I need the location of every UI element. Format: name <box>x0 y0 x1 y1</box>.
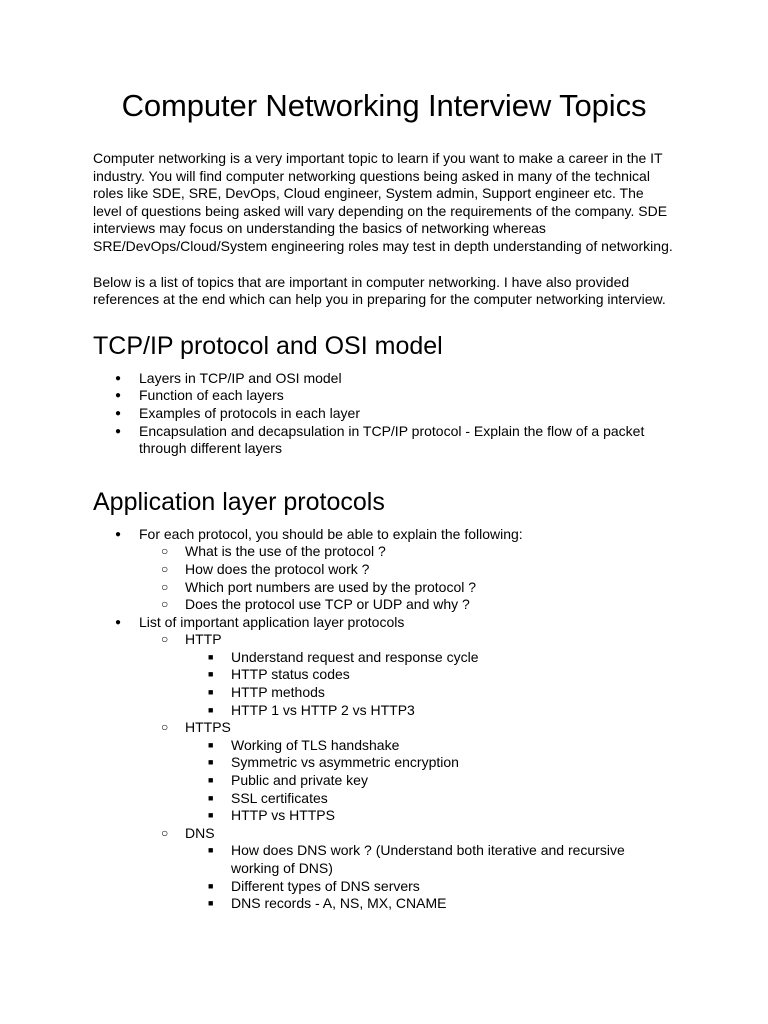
list-item: ■ Understand request and response cycle <box>185 649 675 667</box>
protocol-https <box>139 719 675 825</box>
protocols-label: List of important application layer protocols <box>139 613 405 630</box>
dns-topic-list <box>185 842 675 912</box>
list-item: ○ Does the protocol use TCP or UDP and why ? <box>139 596 675 614</box>
list-item: ■ How does DNS work ? (Understand both iterative and recursive working of DNS) <box>185 842 675 877</box>
list-item: ■ Symmetric vs asymmetric encryption <box>185 754 675 772</box>
list-item: ■ DNS records - A, NS, MX, CNAME <box>185 895 675 913</box>
protocol-dns <box>139 825 675 913</box>
list-item: ■ Working of TLS handshake <box>185 737 675 755</box>
list-item: ■ HTTP methods <box>185 684 675 702</box>
list-item: ○ Which port numbers are used by the protocol ? <box>139 579 675 597</box>
list-item-explain <box>93 526 675 614</box>
protocol-name: HTTPS <box>185 719 231 736</box>
tcpip-topic-list <box>93 370 675 458</box>
protocol-name: HTTP <box>185 631 222 648</box>
list-item: ■ HTTP status codes <box>185 666 675 684</box>
section-heading-tcpip: TCP/IP protocol and OSI model <box>93 331 443 360</box>
explain-sublist <box>139 543 675 613</box>
intro-paragraph: Computer networking is a very important topic to learn if you want to make a career in the IT industry. You will find computer networking questions being asked in many of the technical roles like SDE, SRE, DevOps, Cloud engineer, System admin, Support engineer etc. The level of questions being asked will vary depending on the requirements of the company. SDE interviews may focus on understanding the basics of networking whereas SRE/DevOps/Cloud/System engineering roles may test in depth understanding of networking. <box>93 150 673 254</box>
list-item: ■ HTTP vs HTTPS <box>185 807 675 825</box>
list-item: ■ Different types of DNS servers <box>185 878 675 896</box>
protocol-sublist <box>139 631 675 913</box>
list-item: ■ HTTP 1 vs HTTP 2 vs HTTP3 <box>185 702 675 720</box>
protocol-name: DNS <box>185 824 215 841</box>
list-item: ● Function of each layers <box>93 387 675 405</box>
list-item: ● Encapsulation and decapsulation in TCP/IP protocol - Explain the flow of a packet through different layers <box>93 423 675 458</box>
https-topic-list <box>185 737 675 825</box>
list-item: ■ Public and private key <box>185 772 675 790</box>
list-item: ● Layers in TCP/IP and OSI model <box>93 370 675 388</box>
page-title: Computer Networking Interview Topics <box>121 88 647 123</box>
http-topic-list <box>185 649 675 719</box>
list-item-protocols <box>93 614 675 913</box>
list-item: ● Examples of protocols in each layer <box>93 405 675 423</box>
list-item: ○ How does the protocol work ? <box>139 561 675 579</box>
list-item: ○ What is the use of the protocol ? <box>139 543 675 561</box>
list-item: ■ SSL certificates <box>185 790 675 808</box>
protocol-http <box>139 631 675 719</box>
application-topic-list <box>93 526 675 913</box>
topics-paragraph: Below is a list of topics that are important in computer networking. I have also provided references at the end which can help you in preparing for the computer networking interview. <box>93 273 666 308</box>
explain-label: For each protocol, you should be able to explain the following: <box>139 525 523 542</box>
section-heading-application: Application layer protocols <box>93 487 385 516</box>
